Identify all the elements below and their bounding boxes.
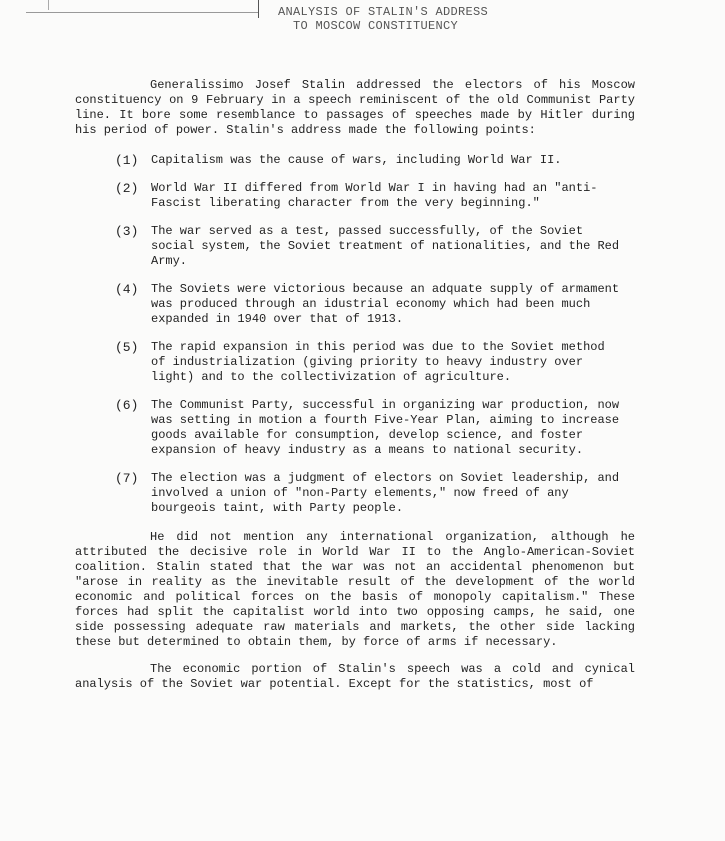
header-rule (258, 0, 259, 18)
point-text: The war served as a test, passed successfully, of the Soviet social system, the Soviet treatment of nationalities, and the Red Army. (151, 224, 620, 268)
point-text: The rapid expansion in this period was due to the Soviet method of industrialization (giving priority to heavy industry over light) and to the collectivization of agriculture. (151, 340, 605, 384)
list-item (75, 181, 635, 211)
point-text: World War II differed from World War I in having had an "anti-Fascist liberating character from the very beginning." (151, 181, 598, 210)
point-text: The election was a judgment of electors on Soviet leadership, and involved a union of "non-Party elements," now freed of any bourgeois taint, with Party people. (151, 471, 620, 515)
body-paragraph-3: The economic portion of Stalin's speech was a cold and cynical analysis of the Soviet war potential. Except for the statistics, most of (75, 662, 635, 691)
point-text: The Communist Party, successful in organizing war production, now was setting in motion a fourth Five-Year Plan, aiming to increase goods available for consumption, develop science, and foster expansion of heavy industry as a means to national security. (151, 398, 620, 457)
points-list (75, 153, 635, 516)
scan-mark-line (26, 12, 258, 13)
title-line-1: ANALYSIS OF STALIN'S ADDRESS (278, 5, 489, 19)
document-body (75, 78, 635, 704)
list-item (75, 153, 635, 168)
list-item (75, 398, 635, 458)
point-text: The Soviets were victorious because an adquate supply of armament was produced through an idustrial economy which had been much expanded in 1940 over that of 1913. (151, 282, 620, 326)
intro-paragraph: Generalissimo Josef Stalin addressed the electors of his Moscow constituency on 9 February in a speech reminiscent of the old Communist Party line. It bore some resemblance to passages of speeches made by Hitler during his period of power. Stalin's address made the following points: (75, 78, 635, 137)
point-number: (4) (115, 282, 139, 297)
point-text: Capitalism was the cause of wars, including World War II. (151, 153, 562, 167)
document-title (278, 5, 518, 33)
list-item (75, 471, 635, 516)
body-paragraph-2: He did not mention any international organization, although he attributed the decisive role in World War II to the Anglo-American-Soviet coalition. Stalin stated that the war was not an accidental phenomenon but "arose in reality as the inevitable result of the development of the world economic and political forces on the basis of monopoly capitalism." These forces had split the capitalist world into two opposing camps, he said, one side possessing adequate raw materials and markets, the other side lacking these but determined to obtain them, by force of arms if necessary. (75, 530, 635, 649)
list-item (75, 224, 635, 269)
title-line-2: TO MOSCOW CONSTITUENCY (293, 19, 459, 33)
list-item (75, 340, 635, 385)
point-number: (7) (115, 471, 139, 486)
point-number: (1) (115, 153, 139, 168)
point-number: (2) (115, 181, 139, 196)
point-number: (3) (115, 224, 139, 239)
list-item (75, 282, 635, 327)
scan-mark-tick (48, 0, 49, 10)
point-number: (5) (115, 340, 139, 355)
point-number: (6) (115, 398, 139, 413)
